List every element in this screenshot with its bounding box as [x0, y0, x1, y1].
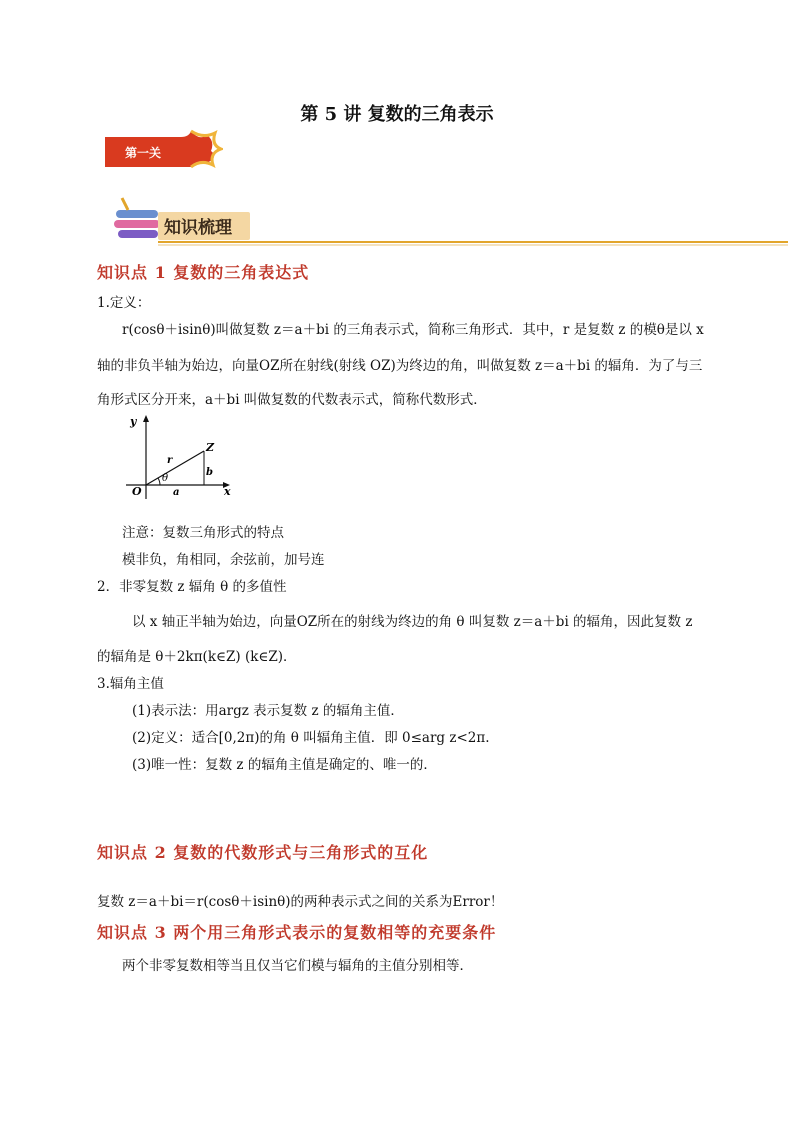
point-z-label: Z — [206, 441, 215, 454]
complex-plane-diagram — [120, 413, 240, 503]
kp1-definition-line-2: 轴的非负半轴为始边，向量OZ所在射线(射线 OZ)为终边的角，叫做复数 z＝a＋bi 的辐角．为了与三 — [97, 358, 703, 374]
imag-part-b-label: b — [206, 467, 213, 478]
axis-x-label: x — [224, 485, 231, 498]
page-title: 第 5 讲 复数的三角表示 — [300, 104, 494, 125]
note-line-2: 模非负，角相同，余弦前，加号连 — [122, 552, 325, 568]
kp2-heading: 知识点 2 复数的代数形式与三角形式的互化 — [97, 843, 429, 862]
angle-theta-label: θ — [162, 473, 169, 484]
origin-label: O — [132, 485, 142, 498]
badge-knowledge: 知识梳理 — [164, 218, 232, 238]
item-2-line-2: 的辐角是 θ＋2kπ(k∈Z) (k∈Z)． — [97, 649, 297, 665]
item-3-a: (1)表示法：用argz 表示复数 z 的辐角主值． — [132, 703, 404, 719]
modulus-r-label: r — [167, 455, 173, 466]
kp1-definition-line-3: 角形式区分开来，a＋bi 叫做复数的代数表示式，简称代数形式． — [97, 392, 487, 408]
item-2-line-1: 以 x 轴正半轴为始边，向量OZ所在的射线为终边的角 θ 叫复数 z＝a＋bi 的辐角，因此复数 z — [132, 614, 693, 630]
kp1-definition-line-1: r(cosθ＋isinθ)叫做复数 z＝a＋bi 的三角表示式，简称三角形式．其中，r 是复数 z 的模θ是以 x — [122, 322, 704, 338]
item-3-c: (3)唯一性：复数 z 的辐角主值是确定的、唯一的． — [132, 757, 437, 773]
axis-y-label: y — [130, 415, 137, 428]
item-2-label: 2．非零复数 z 辐角 θ 的多值性 — [97, 579, 287, 595]
badge-first-level: 第一关 — [125, 146, 162, 160]
section-banner-first-level — [103, 127, 223, 169]
kp2-line: 复数 z＝a＋bi＝r(cosθ＋isinθ)的两种表示式之间的关系为Error！ — [97, 894, 504, 910]
item-3-b: (2)定义：适合[0,2π)的角 θ 叫辐角主值．即 0≤arg z<2π. — [132, 730, 490, 746]
real-part-a-label: a — [173, 487, 180, 498]
kp3-line: 两个非零复数相等当且仅当它们模与辐角的主值分别相等． — [122, 958, 473, 974]
kp1-heading: 知识点 1 复数的三角表达式 — [97, 263, 310, 282]
section-banner-knowledge — [112, 196, 792, 248]
item-3-label: 3.辐角主值 — [97, 676, 164, 692]
kp1-definition-label: 1.定义： — [97, 295, 151, 311]
note-line-1: 注意：复数三角形式的特点 — [122, 525, 284, 541]
kp3-heading: 知识点 3 两个用三角形式表示的复数相等的充要条件 — [97, 923, 497, 942]
